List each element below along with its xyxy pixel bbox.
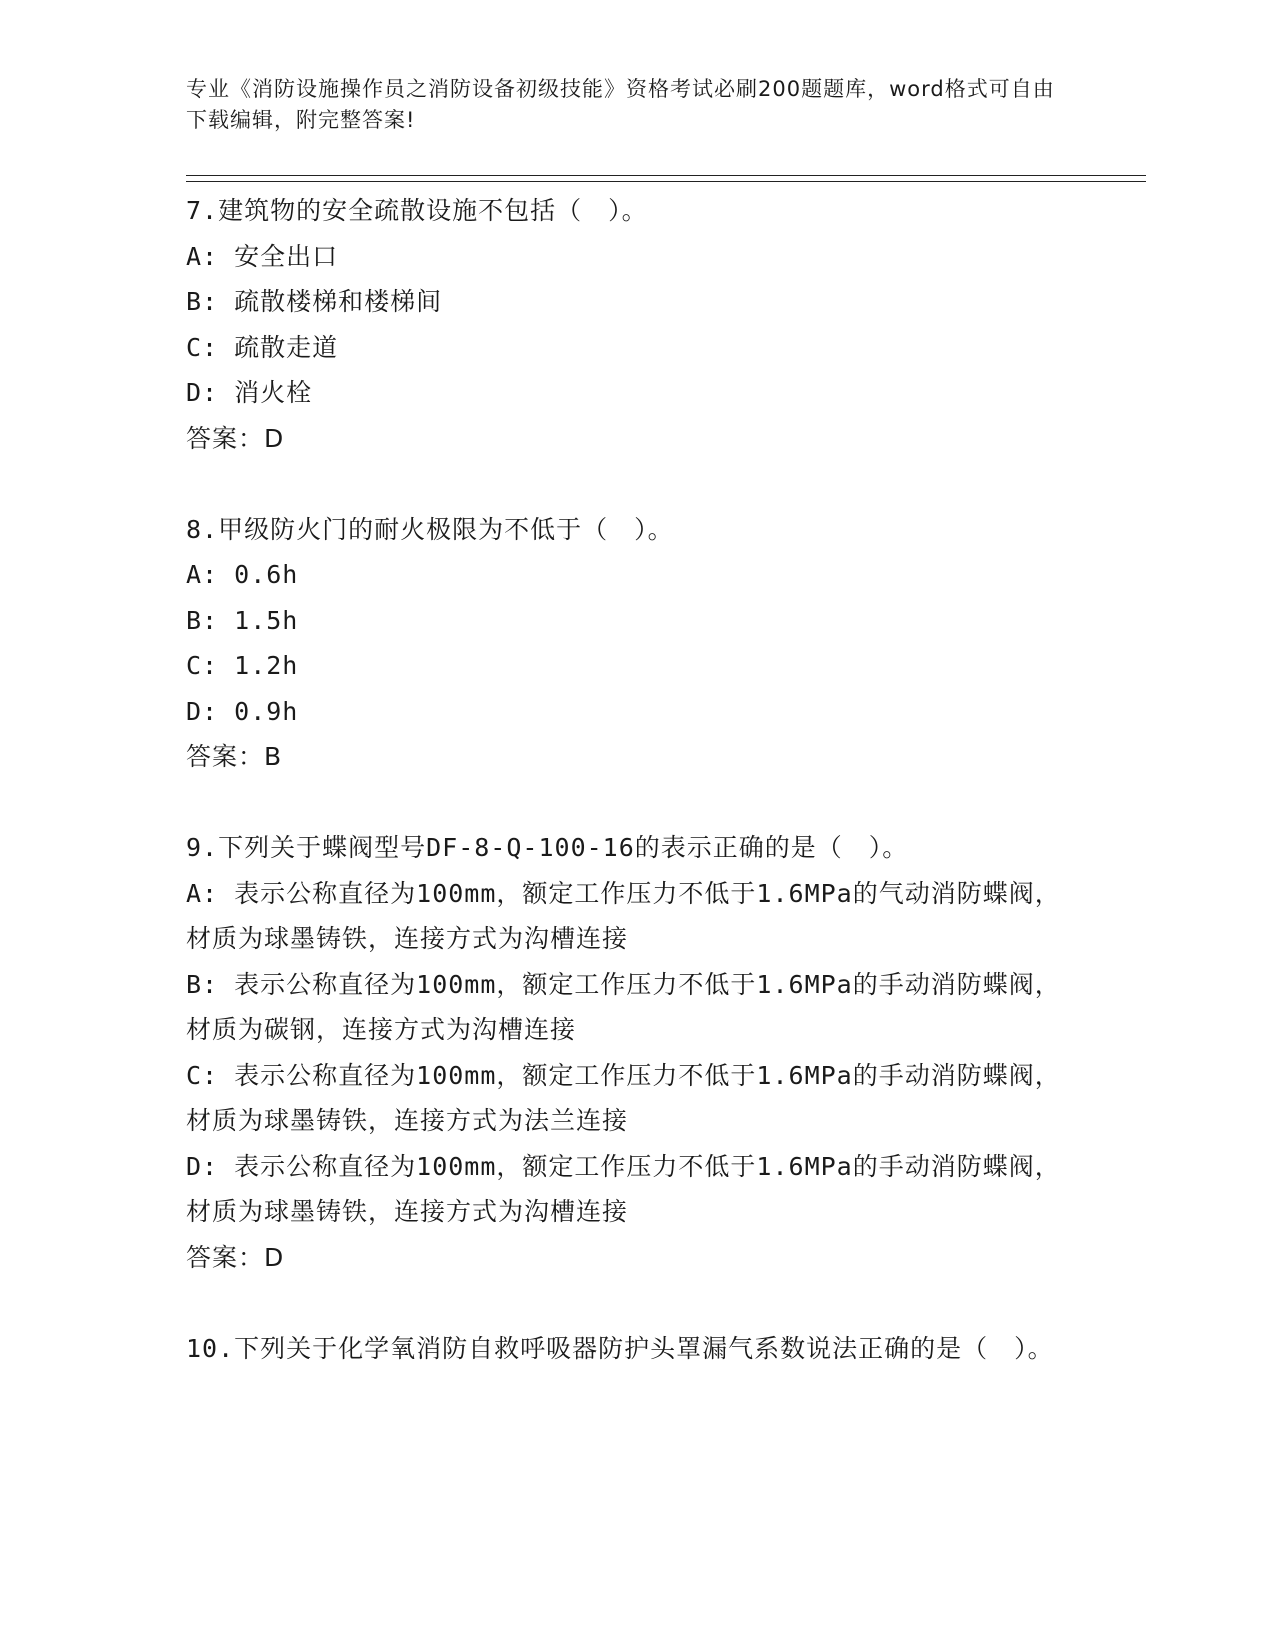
answer-label: 答案：D	[186, 1242, 285, 1272]
option-d: D: 0.9h	[186, 696, 299, 726]
spacer	[186, 1280, 1086, 1326]
question-block	[186, 507, 1086, 780]
header-rule-bottom	[186, 181, 1146, 182]
question-list	[186, 188, 1086, 1371]
answer-label: 答案：B	[186, 742, 283, 771]
option-a: A: 0.6h	[186, 560, 299, 589]
question-block	[186, 1326, 1086, 1372]
option-c: C: 疏散走道	[186, 332, 339, 362]
option-c: C: 表示公称直径为100mm，额定工作压力不低于1.6MPa的手动消防蝶阀，材质为球墨铸铁，连接方式为法兰连接	[186, 1060, 1061, 1135]
option-a: A: 安全出口	[186, 241, 339, 271]
header-rule-top	[186, 175, 1146, 176]
option-d: D: 表示公称直径为100mm，额定工作压力不低于1.6MPa的手动消防蝶阀，材质为球墨铸铁，连接方式为沟槽连接	[186, 1151, 1061, 1226]
option-b: B: 疏散楼梯和楼梯间	[186, 287, 443, 316]
question-stem: 8.甲级防火门的耐火极限为不低于（ ）。	[186, 514, 674, 544]
spacer	[186, 461, 1086, 507]
question-block	[186, 825, 1086, 1280]
question-stem: 10.下列关于化学氧消防自救呼吸器防护头罩漏气系数说法正确的是（ ）。	[186, 1333, 1054, 1363]
question-stem: 9.下列关于蝶阀型号DF-8-Q-100-16的表示正确的是（ ）。	[186, 833, 909, 862]
option-a: A: 表示公称直径为100mm，额定工作压力不低于1.6MPa的气动消防蝶阀，材质为球墨铸铁，连接方式为沟槽连接	[186, 878, 1061, 953]
option-b: B: 1.5h	[186, 605, 299, 635]
question-block	[186, 188, 1086, 461]
option-b: B: 表示公称直径为100mm，额定工作压力不低于1.6MPa的手动消防蝶阀，材质为碳钢，连接方式为沟槽连接	[186, 969, 1061, 1044]
option-d: D: 消火栓	[186, 378, 313, 407]
document-header: 专业《消防设施操作员之消防设备初级技能》资格考试必刷200题题库，word格式可自由下载编辑，附完整答案!	[186, 77, 1055, 132]
question-stem: 7.建筑物的安全疏散设施不包括（ ）。	[186, 196, 648, 225]
spacer	[186, 780, 1086, 826]
option-c: C: 1.2h	[186, 651, 299, 680]
answer-label: 答案：D	[186, 423, 285, 453]
